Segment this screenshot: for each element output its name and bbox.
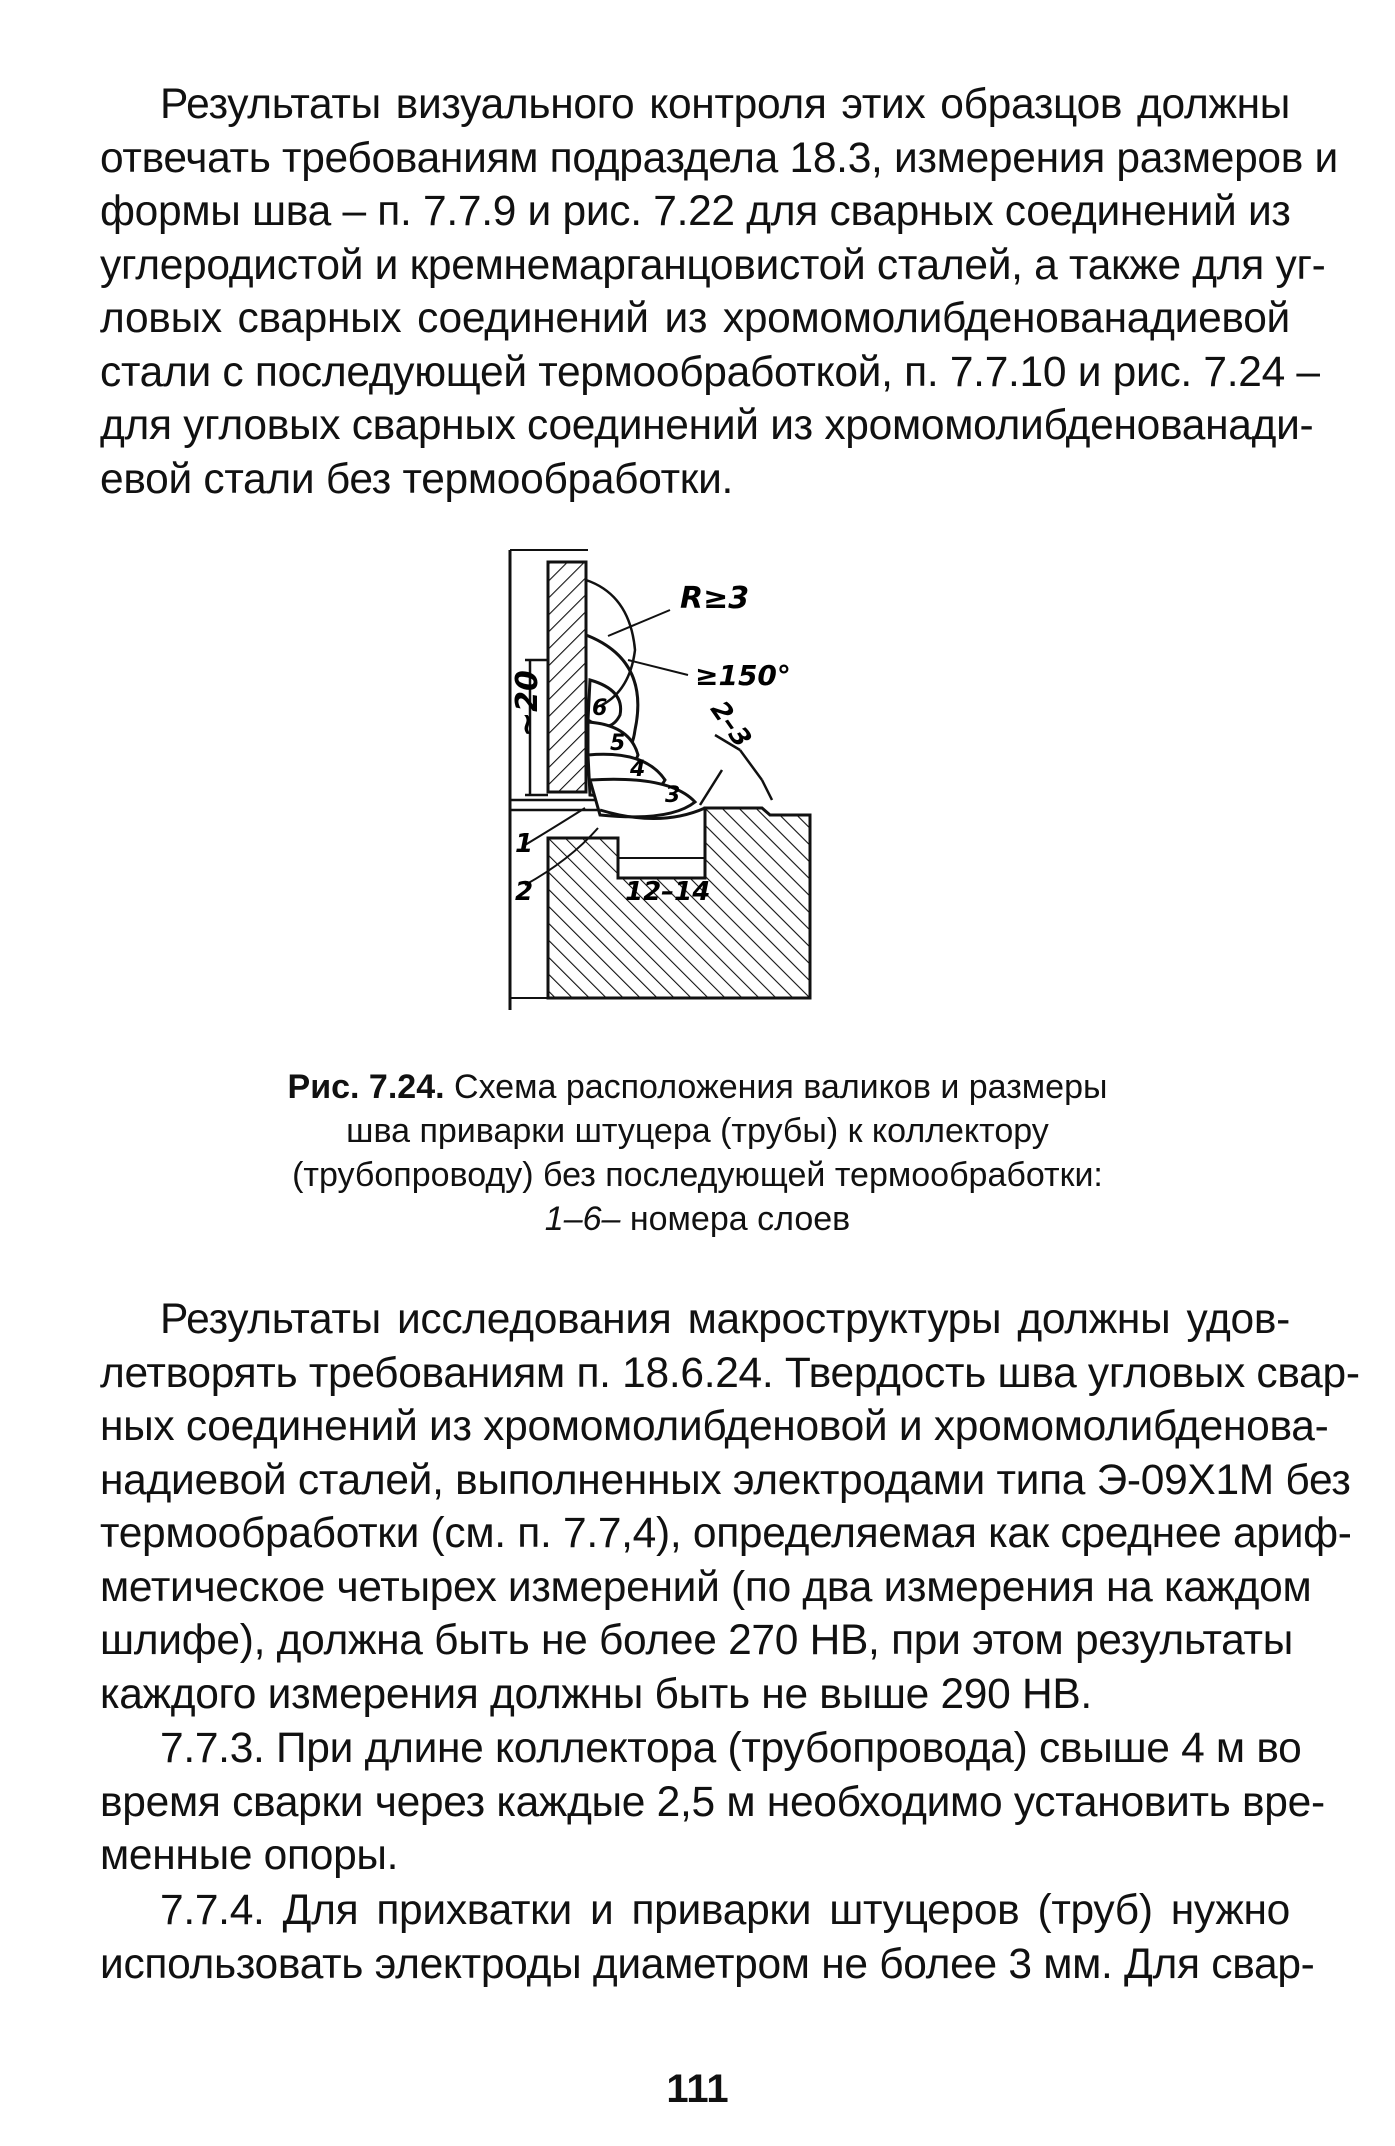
nozzle-wall [548,562,586,792]
text-line: 7.7.3. При длине коллектора (трубопровода) свыше 4 м во [160,1725,1302,1772]
gap-lines [510,800,600,810]
text-line: углеродистой и кремнемарганцовистой сталей, а также для уг- [100,241,1326,289]
paragraph-7-7-4 [100,1884,1315,1991]
text-line: Результаты исследования макроструктуры должны удов- [160,1296,1290,1343]
figure-caption [160,1065,1235,1241]
layer-6-label: 6 [592,696,608,721]
layer-4-label: 4 [630,757,646,782]
text-line: отвечать требованиям подраздела 18.3, измерения размеров и [100,134,1338,182]
text-line: ловых сварных соединений из хромомолибденованадиевой [100,295,1290,342]
text-line: каждого измерения должны быть не выше 290 НВ. [100,1670,1092,1718]
caption-line [160,1197,1235,1241]
weld-beads [586,635,705,819]
text-line: менные опоры. [100,1832,399,1879]
text-line: формы шва – п. 7.7.9 и рис. 7.22 для сварных соединений из [100,188,1291,235]
text-line: метическое четырех измерений (по два измерения на каждом [100,1563,1312,1611]
radius-label: R≥3 [680,581,750,616]
text-line: стали с последующей термообработкой, п. 7.7.10 и рис. 7.24 – [100,348,1320,396]
text-line: использовать электроды диаметром не более 3 мм. Для свар- [100,1940,1315,1988]
caption-line: шва приварки штуцера (трубы) к коллектору [346,1112,1049,1150]
caption-fig-label: Рис. 7.24. [287,1068,445,1106]
caption-line: (трубопроводу) без последующей термообработки: [292,1156,1103,1194]
layer-3-label: 3 [665,783,681,808]
paragraph-macrostructure [100,1293,1360,1721]
pointer-1-label: 1 [515,829,534,859]
text-line: Результаты визуального контроля этих образцов должны [160,81,1290,128]
text-line: шлифе), должна быть не более 270 НВ, при этом результаты [100,1617,1293,1664]
page-number: 111 [666,2067,729,2111]
text-line: для угловых сварных соединений из хромомолибденованади- [100,402,1314,449]
height-label: ~20 [510,670,545,737]
angle-label: ≥150° [695,659,791,692]
layer-5-label: 5 [610,731,626,756]
caption-line [160,1065,1235,1109]
text-line: надиевой сталей, выполненных электродами типа Э-09Х1М без [100,1456,1351,1504]
caption-range: 1–6– [544,1200,621,1238]
text-line: 7.7.4. Для прихватки и приварки штуцеров (труб) нужно [160,1887,1290,1934]
width-label: 12–14 [625,877,711,907]
text-line: время сварки через каждые 2,5 м необходимо установить вре- [100,1778,1325,1826]
caption-title: Схема расположения валиков и размеры [444,1068,1108,1106]
caption-legend: номера слоев [620,1200,851,1238]
paragraph-7-7-3 [100,1722,1325,1883]
text-line: термообработки (см. п. 7.7,4), определяемая как среднее ариф- [100,1510,1352,1557]
pointer-2-label: 2 [515,877,534,907]
gap-label: 2–3 [704,695,757,754]
weld-diagram [470,540,900,1020]
text-line: евой стали без термообработки. [100,455,734,503]
paragraph-visual-control [100,78,1338,506]
text-line: ных соединений из хромомолибденовой и хромомолибденова- [100,1403,1329,1450]
text-line: летворять требованиям п. 18.6.24. Твердость шва угловых свар- [100,1349,1360,1397]
